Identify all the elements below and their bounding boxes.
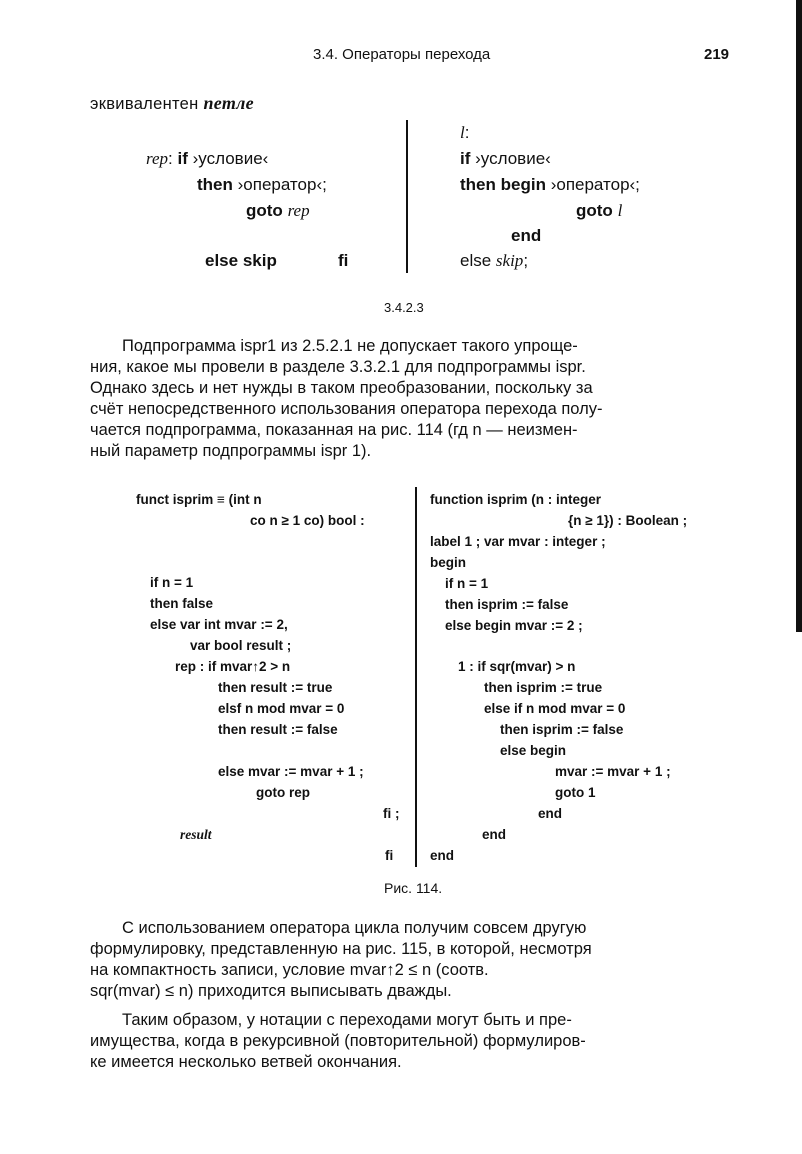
fig-left-line: then result := true [218,680,333,695]
kw-then: then [197,175,233,194]
para3-line: Таким образом, у нотации с переходами могут быть и пре- [122,1011,572,1029]
fig-right-line: then isprim := false [500,722,624,737]
kw-else: else [205,251,239,270]
fig-right-line: else if n mod mvar = 0 [484,701,626,716]
fig-right-line: mvar := mvar + 1 ; [555,764,671,779]
paragraph-3 [90,1010,735,1073]
semicolon: ; [523,251,529,270]
right-line-0 [460,123,469,143]
label-l: l [460,123,465,142]
kw-end: end [511,226,542,245]
figure-divider [415,487,417,867]
running-header: 3.4. Операторы перехода [313,46,491,63]
condition: ›условие‹ [192,149,269,168]
fig-left-line: elsf n mod mvar = 0 [218,701,345,716]
intro-text: эквивалентен [90,95,204,113]
colon: : [168,149,173,168]
intro-emphasis: петле [203,93,254,113]
fig-left-line: if n = 1 [150,575,194,590]
loop-divider [406,120,408,273]
fig-left-line: co n ≥ 1 co) bool : [250,513,365,528]
para2-line: sqr(mvar) ≤ n) приходится выписывать дважды. [90,982,452,1000]
right-line-2 [460,175,640,195]
page-edge-bar [796,0,802,632]
fig-right-line: end [430,848,455,863]
operator: ›оператор‹; [237,175,327,194]
paragraph-1 [90,336,735,462]
fig-right-line: if n = 1 [445,576,489,591]
left-line-3 [246,201,310,221]
right-line-4 [511,226,541,246]
fig-left-line: var bool result ; [190,638,292,653]
page-number: 219 [704,46,730,63]
fig-left-line: else mvar := mvar + 1 ; [218,764,364,779]
kw-goto: goto [576,201,613,220]
fig-right-line: else begin mvar := 2 ; [445,618,583,633]
kw-else: else [460,251,492,270]
kw-if: if [460,149,471,168]
para1-line: ния, какое мы провели в разделе 3.3.2.1 для подпрограммы ispr. [90,358,586,376]
left-line-2 [197,175,327,195]
right-line-1 [460,149,551,169]
kw-if: if [177,149,188,168]
fig-left-line: else var int mvar := 2, [150,617,288,632]
para3-line: ке имеется несколько ветвей окончания. [90,1053,402,1071]
kw-then: then [460,175,496,194]
para1-line: Однако здесь и нет нужды в таком преобразовании, поскольку за [90,379,593,397]
fig-right-line: then isprim := false [445,597,569,612]
fig-left-line: rep : if mvar↑2 > n [175,659,291,674]
fig-right-line: goto 1 [555,785,596,800]
fig-right-line: {n ≥ 1}) : Boolean ; [568,513,688,528]
fig-right-line: else begin [500,743,567,758]
left-fi [338,251,348,271]
para2-line: формулировку, представленную на рис. 115, в которой, несмотря [90,940,592,958]
fig-right-line: end [482,827,507,842]
fig-left-line: then false [150,596,214,611]
fig-left-line: fi ; [383,806,400,821]
fig-right-line: end [538,806,563,821]
para3-line: имущества, когда в рекурсивной (повторительной) формулиров- [90,1032,586,1050]
para1-line: счёт непосредственного использования оператора перехода полу- [90,400,603,418]
condition: ›условие‹ [475,149,551,168]
fig-right-line: function isprim (n : integer [430,492,601,507]
left-line-1 [146,149,268,169]
fig-left-line: result [180,827,212,842]
right-line-3 [576,201,622,221]
para2-line: на компактность записи, условие mvar↑2 ≤ n (соотв. [90,961,489,979]
para1-line: Подпрограмма ispr1 из 2.5.2.1 не допускает такого упроще- [122,337,578,355]
kw-begin: begin [500,175,546,194]
goto-target: l [617,201,623,220]
label-rep: rep [146,149,169,168]
goto-target: rep [287,201,310,220]
left-line-4 [205,251,277,271]
operator: ›оператор‹; [550,175,640,194]
paragraph-2 [90,918,735,1002]
fig-left-line: fi [385,848,394,863]
intro-line [90,93,254,114]
fig-right-line: label 1 ; var mvar : integer ; [430,534,606,549]
kw-goto: goto [246,201,283,220]
figure-caption: Рис. 114. [384,880,443,896]
fig-left-line: funct isprim ≡ (int n [136,492,262,507]
skip-word: skip [495,251,524,270]
fig-right-line: 1 : if sqr(mvar) > n [458,659,576,674]
kw-skip: skip [242,251,277,270]
colon: : [464,123,470,142]
fig-right-line: begin [430,555,466,570]
para1-line: ный параметр подпрограммы ispr 1). [90,442,372,460]
para2-line: С использованием оператора цикла получим совсем другую [122,919,587,937]
fig-right-line: then isprim := true [484,680,603,695]
section-number: 3.4.2.3 [384,300,424,315]
right-line-5 [460,251,528,271]
fig-left-line: then result := false [218,722,338,737]
para1-line: чается подпрограмма, показанная на рис. 114 (гд n — неизмен- [90,421,578,439]
fig-left-line: goto rep [256,785,310,800]
kw-fi: fi [338,251,349,270]
